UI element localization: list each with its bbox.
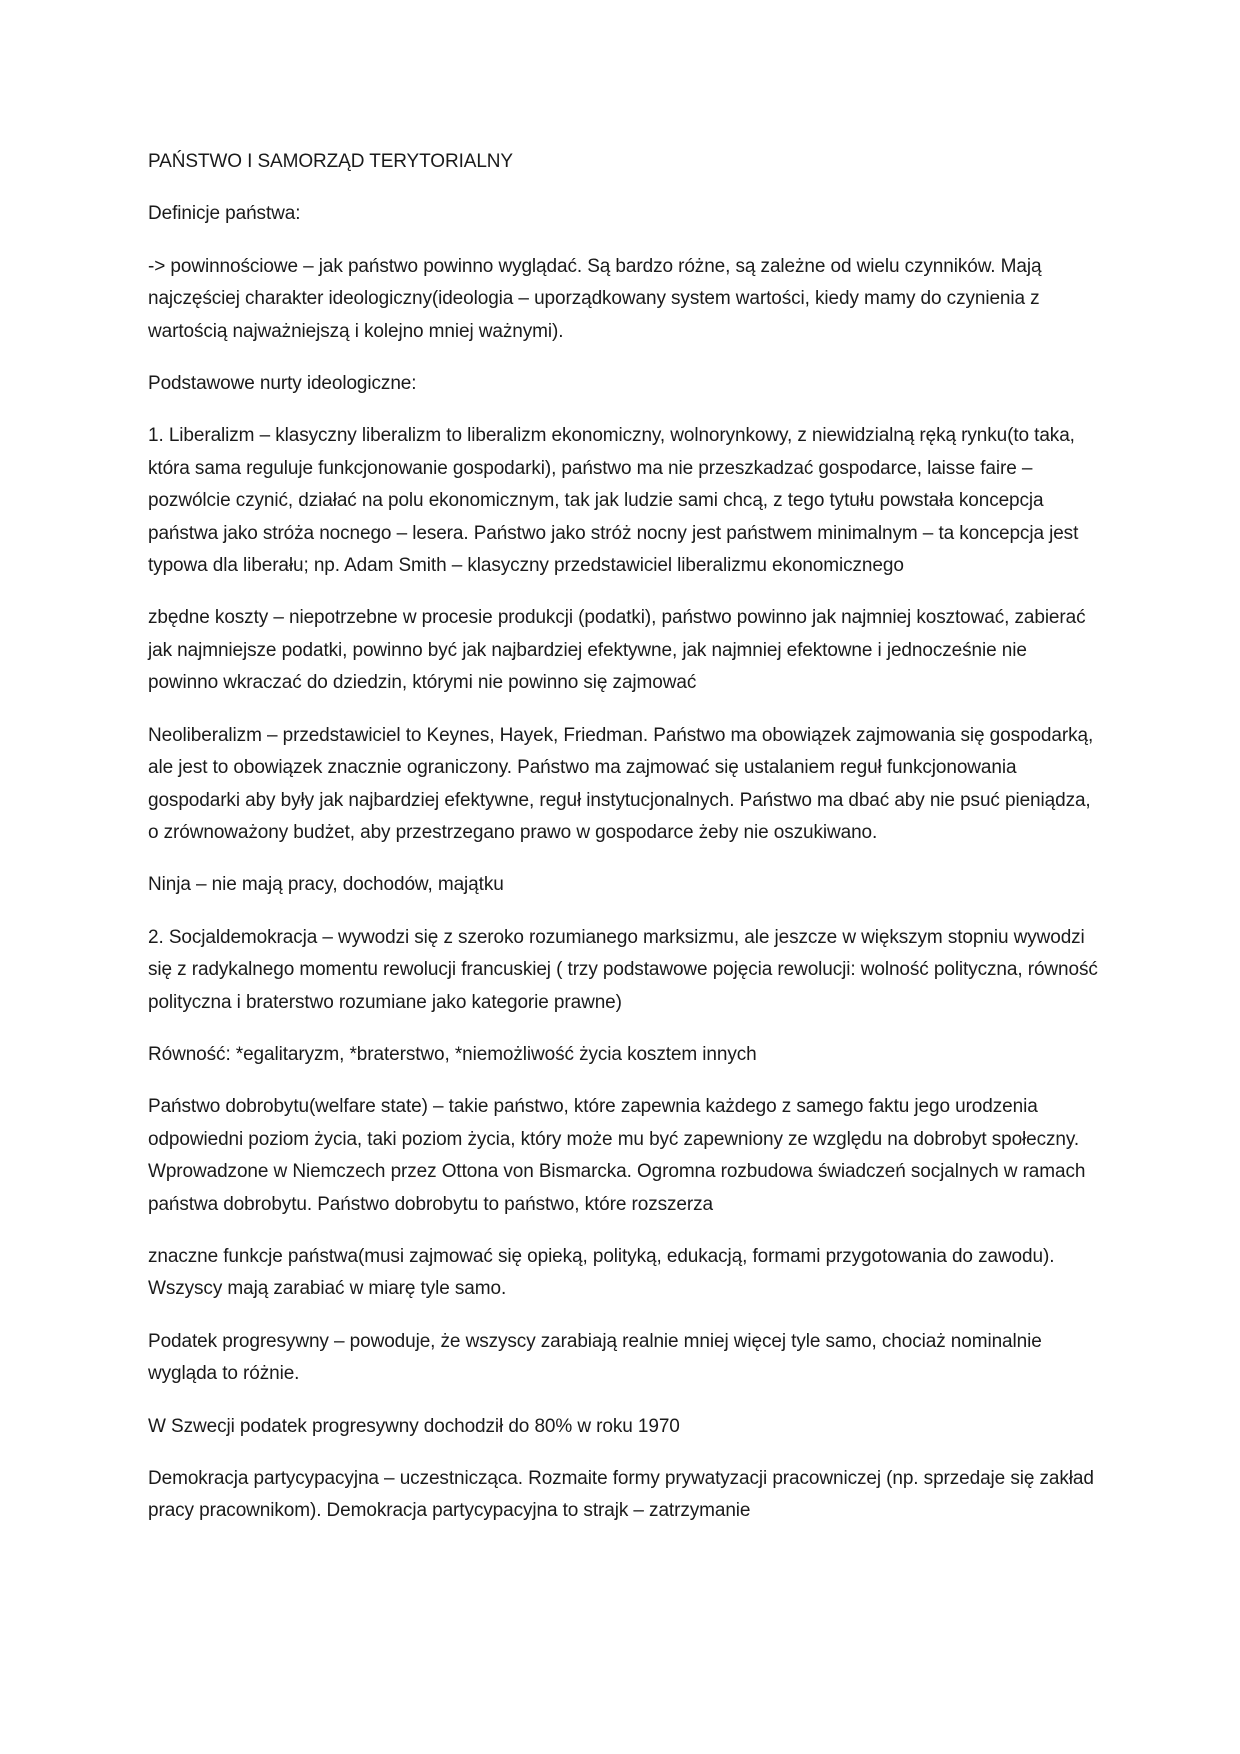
paragraph-definitions-heading: Definicje państwa:	[148, 203, 301, 225]
paragraph-liberalism: 1. Liberalizm – klasyczny liberalizm to liberalizm ekonomiczny, wolnorynkowy, z niewidzialną ręką rynku(to taka, która sama reguluje funkcjonowanie gospodarki), państwo ma nie przeszkadzać gospodarce, laisse faire – pozwólcie czynić, działać na polu ekonomicznym, tak jak ludzie sami chcą, z tego tytułu powstała koncepcja państwa jako stróża nocnego – lesera. Państwo jako stróż nocny jest państwem minimalnym – ta koncepcja jest typowa dla liberału; np. Adam Smith – klasyczny przedstawiciel liberalizmu ekonomicznego	[148, 425, 1079, 577]
paragraph-normative-definitions: -> powinnościowe – jak państwo powinno wyglądać. Są bardzo różne, są zależne od wielu czynników. Mają najczęściej charakter ideologiczny(ideologia – uporządkowany system wartości, kiedy mamy do czynienia z wartością najważniejszą i kolejno mniej ważnymi).	[148, 255, 1042, 342]
paragraph-ideologies-heading: Podstawowe nurty ideologiczne:	[148, 373, 417, 395]
paragraph-welfare-state: Państwo dobrobytu(welfare state) – takie państwo, które zapewnia każdego z samego faktu jego urodzenia odpowiedni poziom życia, taki poziom życia, który może mu być zapewniony ze względu na dobrobyt społeczny. Wprowadzone w Niemczech przez Ottona von Bismarcka. Ogromna rozbudowa świadczeń socjalnych w ramach państwa dobrobytu. Państwo dobrobytu to państwo, które rozszerza	[148, 1096, 1086, 1215]
paragraph-sweden-tax: W Szwecji podatek progresywny dochodził do 80% w roku 1970	[148, 1415, 680, 1437]
paragraph-state-functions: znaczne funkcje państwa(musi zajmować się opieką, polityką, edukacją, formami przygotowania do zawodu). Wszyscy mają zarabiać w miarę tyle samo.	[148, 1245, 1055, 1300]
paragraph-neoliberalism: Neoliberalizm – przedstawiciel to Keynes, Hayek, Friedman. Państwo ma obowiązek zajmowania się gospodarką, ale jest to obowiązek znacznie ograniczony. Państwo ma zajmować się ustalaniem reguł funkcjonowania gospodarki aby były jak najbardziej efektywne, reguł instytucjonalnych. Państwo ma dbać aby nie psuć pieniądza, o zrównoważony budżet, aby przestrzegano prawo w gospodarce żeby nie oszukiwano.	[148, 724, 1094, 843]
paragraph-social-democracy: 2. Socjaldemokracja – wywodzi się z szeroko rozumianego marksizmu, ale jeszcze w większym stopniu wywodzi się z radykalnego momentu rewolucji francuskiej ( trzy podstawowe pojęcia rewolucji: wolność polityczna, równość polityczna i braterstwo rozumiane jako kategorie prawne)	[148, 926, 1098, 1013]
document-title: PAŃSTWO I SAMORZĄD TERYTORIALNY	[148, 151, 513, 172]
paragraph-participatory-democracy: Demokracja partycypacyjna – uczestnicząca. Rozmaite formy prywatyzacji pracowniczej (np. sprzedaje się zakład pracy pracownikom). Demokracja partycypacyjna to strajk – zatrzymanie	[148, 1468, 1094, 1522]
paragraph-progressive-tax: Podatek progresywny – powoduje, że wszyscy zarabiają realnie mniej więcej tyle samo, chociaż nominalnie wygląda to różnie.	[148, 1330, 1042, 1385]
document-body	[148, 146, 1098, 1548]
paragraph-equality: Równość: *egalitaryzm, *braterstwo, *niemożliwość życia kosztem innych	[148, 1043, 757, 1065]
paragraph-unnecessary-costs: zbędne koszty – niepotrzebne w procesie produkcji (podatki), państwo powinno jak najmniej kosztować, zabierać jak najmniejsze podatki, powinno być jak najbardziej efektywne, jak najmniej efektowne i jednocześnie nie powinno wkraczać do dziedzin, którymi nie powinno się zajmować	[148, 607, 1086, 694]
paragraph-ninja: Ninja – nie mają pracy, dochodów, majątku	[148, 874, 504, 896]
